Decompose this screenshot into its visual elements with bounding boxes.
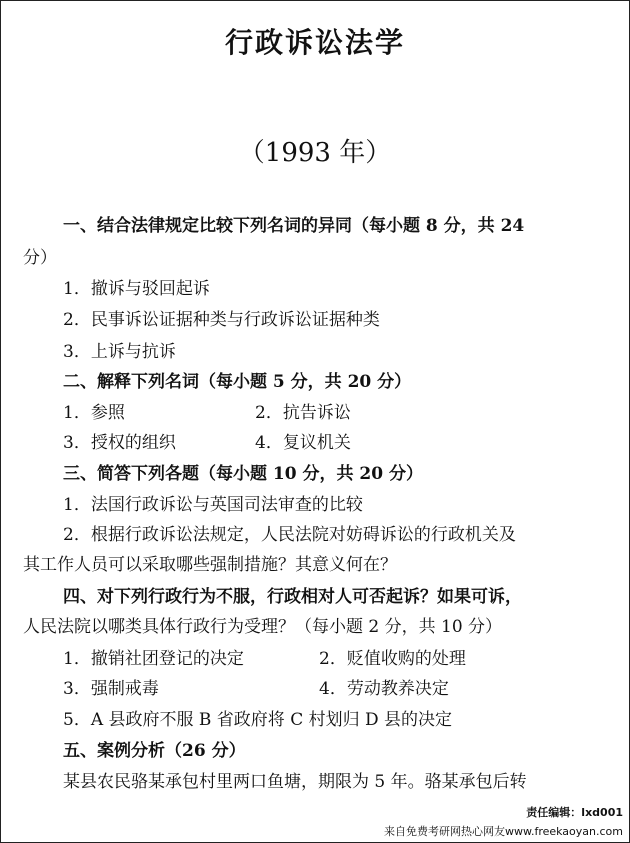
section-1-heading: 一、结合法律规定比较下列名词的异同（每小题 8 分，共 24	[63, 216, 525, 236]
question-2-3: 3．授权的组织	[63, 433, 176, 453]
question-1-1: 1．撤诉与驳回起诉	[63, 279, 210, 299]
section-4-heading: 四、对下列行政行为不服，行政相对人可否起诉？如果可诉，	[63, 587, 522, 607]
section-4-heading-cont: 人民法院以哪类具体行政行为受理？（每小题 2 分，共 10 分）	[23, 617, 503, 637]
question-3-2-cont: 其工作人员可以采取哪些强制措施？其意义何在？	[23, 555, 397, 575]
exam-year: （1993 年）	[238, 138, 392, 168]
section-3-heading: 三、简答下列各题（每小题 10 分，共 20 分）	[63, 464, 423, 484]
question-2-1: 1．参照	[63, 403, 125, 423]
section-5-heading: 五、案例分析（26 分）	[63, 741, 246, 761]
question-4-2: 2．贬值收购的处理	[319, 649, 466, 669]
question-4-5: 5．A 县政府不服 B 省政府将 C 村划归 D 县的决定	[63, 710, 453, 730]
page-title: 行政诉讼法学	[224, 26, 405, 59]
source-footer: 来自免费考研网热心网友www.freekaoyan.com	[383, 825, 623, 838]
question-1-2: 2．民事诉讼证据种类与行政诉讼证据种类	[63, 310, 380, 330]
question-3-2: 2．根据行政诉讼法规定，人民法院对妨碍诉讼的行政机关及	[63, 525, 516, 545]
question-3-1: 1．法国行政诉讼与英国司法审查的比较	[63, 495, 363, 515]
section-1-heading-cont: 分）	[23, 248, 57, 268]
question-2-4: 4．复议机关	[255, 433, 351, 453]
question-1-3: 3．上诉与抗诉	[63, 342, 176, 362]
question-2-2: 2．抗告诉讼	[255, 403, 351, 423]
question-4-3: 3．强制戒毒	[63, 679, 159, 699]
question-4-4: 4．劳动教养决定	[319, 679, 449, 699]
section-2-heading: 二、解释下列名词（每小题 5 分，共 20 分）	[63, 372, 412, 392]
case-text: 某县农民骆某承包村里两口鱼塘，期限为 5 年。骆某承包后转	[63, 772, 527, 792]
editor-credit: 责任编辑：lxd001	[526, 806, 623, 819]
question-4-1: 1．撤销社团登记的决定	[63, 649, 244, 669]
